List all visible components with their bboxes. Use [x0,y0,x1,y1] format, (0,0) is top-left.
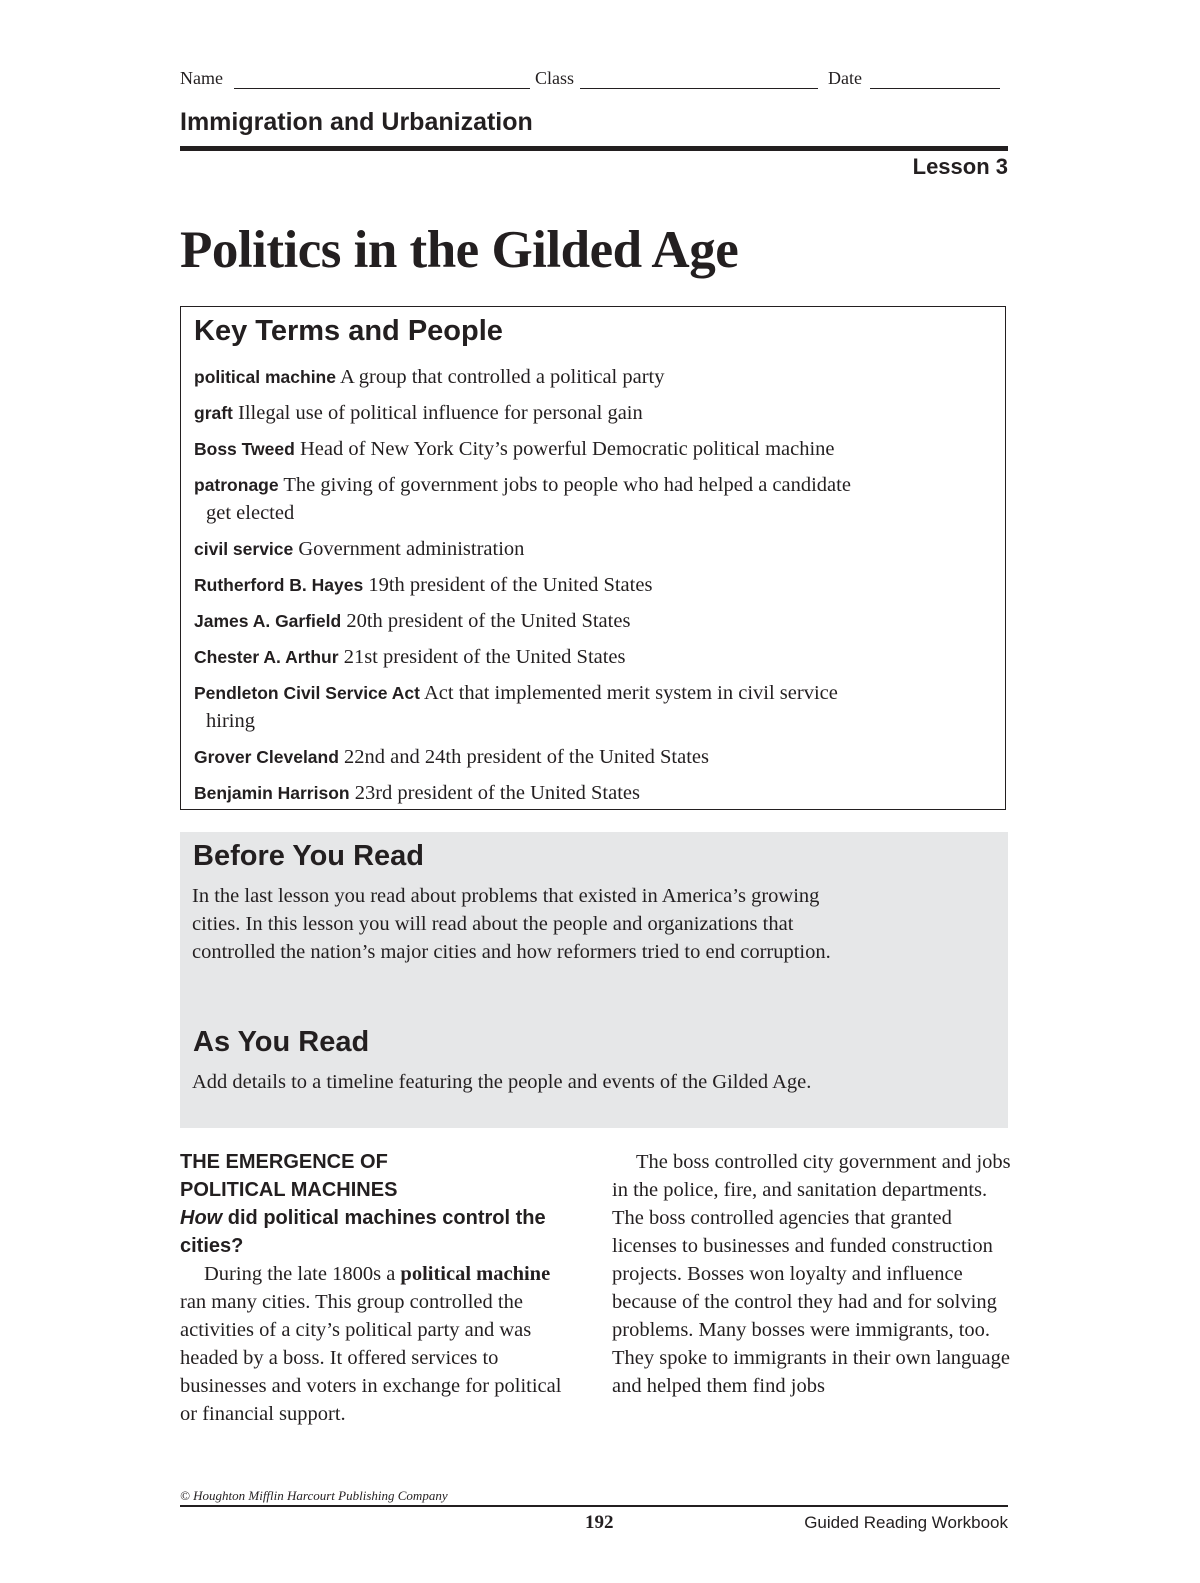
left-column [180,1148,580,1428]
key-term-definition-continued: hiring [206,710,255,732]
unit-title-rule [180,146,1008,151]
key-term-definition: Act that implemented merit system in civil service [423,682,838,704]
key-term-definition: Government administration [298,538,525,560]
key-term-definition: 23rd president of the United States [354,782,640,804]
workbook-label: Guided Reading Workbook [804,1513,1008,1532]
key-term-name: James A. Garfield [194,611,342,631]
date-label: Date [828,68,862,88]
key-term-definition: 22nd and 24th president of the United States [344,746,709,768]
key-term-name: Grover Cleveland [194,747,339,767]
key-term-row [194,535,984,563]
copyright-notice: © Houghton Mifflin Harcourt Publishing Company [180,1488,448,1503]
key-term-row [194,399,984,427]
student-info-line [180,66,1008,94]
page-title: Politics in the Gilded Age [180,221,739,279]
lesson-label: Lesson 3 [912,154,1008,179]
key-term-definition: A group that controlled a political party [339,366,665,388]
key-term-row [194,743,984,771]
key-term-row [194,363,984,391]
class-label: Class [535,68,575,88]
key-term-name: Benjamin Harrison [194,783,350,803]
key-term-row [194,435,984,463]
key-term-row [194,607,984,635]
paragraph-1-term: political machine [400,1263,551,1285]
key-term-row [194,643,984,671]
key-term-name: Rutherford B. Hayes [194,575,364,595]
section-heading-line2: POLITICAL MACHINES [180,1179,398,1201]
paragraph-1-start: During the late 1800s a [204,1263,401,1285]
footer-rule [180,1505,1008,1507]
key-term-definition: Head of New York City’s powerful Democratic political machine [299,438,835,460]
key-term-definition: Illegal use of political influence for personal gain [238,402,643,424]
paragraph-1-rest: ran many cities. This group controlled the activities of a city’s political party and was headed by a boss. It offered services to businesses and voters in exchange for political or financial support. [180,1291,562,1425]
key-term-definition: 21st president of the United States [343,646,626,668]
key-term-definition: The giving of government jobs to people who had helped a candidate [283,474,851,496]
key-term-definition-continued: get elected [206,502,295,524]
key-terms-box [180,306,1006,810]
key-term-name: Chester A. Arthur [194,647,339,667]
key-term-name: graft [194,403,233,423]
question-italic-word: How [180,1207,223,1229]
as-you-read-heading: As You Read [193,1026,370,1058]
key-term-name: Boss Tweed [194,439,295,459]
before-you-read-heading: Before You Read [193,840,424,872]
key-term-row [194,471,984,527]
question-rest: did political machines control the cities? [180,1207,546,1257]
section-heading-line1: THE EMERGENCE OF [180,1151,388,1173]
key-term-definition: 19th president of the United States [368,574,653,596]
key-term-definition: 20th president of the United States [346,610,631,632]
key-term-name: patronage [194,475,279,495]
as-you-read-text: Add details to a timeline featuring the people and events of the Gilded Age. [192,1071,812,1093]
key-terms-heading: Key Terms and People [194,315,503,347]
date-blank [870,88,1000,89]
key-term-row [194,679,984,735]
section-question [180,1204,580,1260]
name-blank [234,88,530,89]
before-you-read-text: In the last lesson you read about problems that existed in America’s growing cities. In this lesson you will read about the people and organizations that controlled the nation’s major cities and how reformers tried to end corruption. [192,885,831,963]
key-term-row [194,779,984,807]
paragraph-1 [180,1260,580,1428]
paragraph-2: The boss controlled city government and jobs in the police, fire, and sanitation departments. The boss controlled agencies that granted licenses to businesses and funded construction projects. Bosses won loyalty and influence because of the control they had and for solving problems. Many bosses were immigrants, too. They spoke to immigrants in their own language and helped them find jobs [612,1151,1011,1397]
key-term-name: civil service [194,539,294,559]
unit-title: Immigration and Urbanization [180,108,533,136]
right-column [612,1148,1012,1400]
class-blank [580,88,818,89]
key-term-name: Pendleton Civil Service Act [194,683,420,703]
key-term-name: political machine [194,367,336,387]
reading-guide-box [180,832,1008,1128]
page-number: 192 [585,1512,614,1533]
name-label: Name [180,68,223,88]
key-term-row [194,571,984,599]
